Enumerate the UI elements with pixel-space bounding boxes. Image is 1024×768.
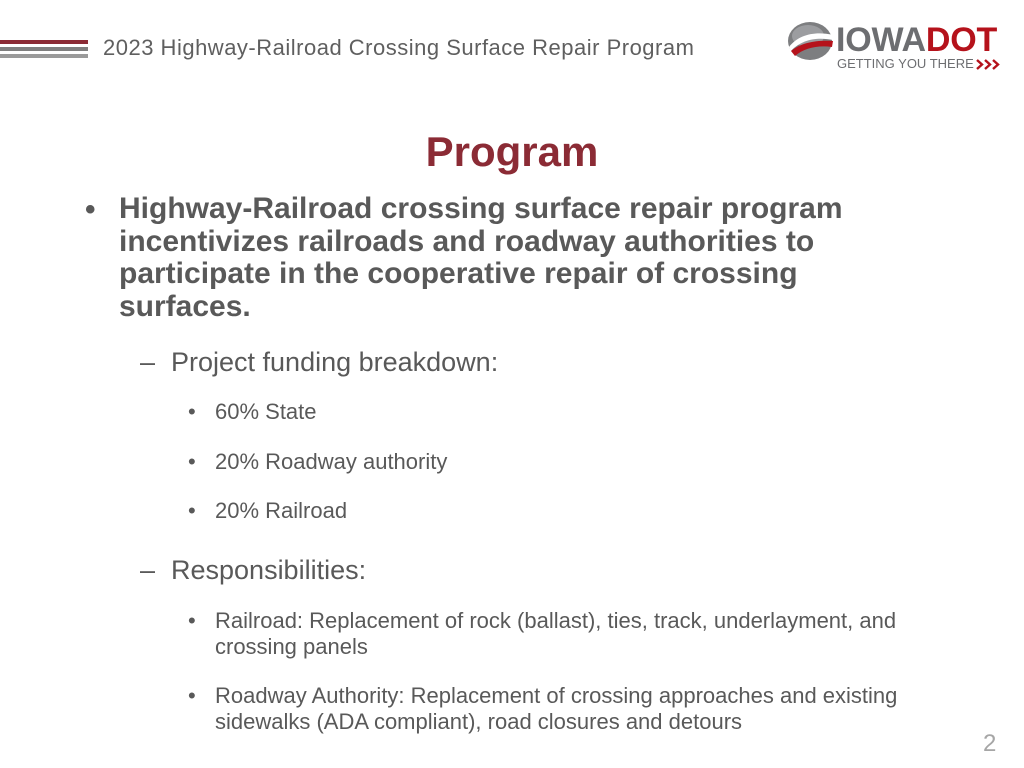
- list-item-text: Railroad: Replacement of rock (ballast), ties, track, underlayment, and crossing panels: [215, 608, 897, 659]
- list-item-text: Roadway Authority: Replacement of crossing approaches and existing sidewalks (ADA compliant), road closures and detours: [215, 683, 898, 734]
- logo-word-dot: DOT: [925, 21, 998, 59]
- logo-tagline: GETTING YOU THERE: [837, 56, 974, 71]
- list-item: [188, 498, 948, 524]
- iowa-dot-logo: [786, 18, 1002, 76]
- header-stripe-red: [0, 40, 88, 44]
- dash-marker: –: [140, 555, 156, 585]
- header-title: 2023 Highway-Railroad Crossing Surface Repair Program: [103, 35, 695, 60]
- dash-marker: –: [140, 347, 156, 377]
- bullet-marker: •: [188, 683, 196, 708]
- page-number: 2: [983, 730, 997, 757]
- logo-word-iowa: IOWA: [836, 21, 926, 59]
- section-heading-text: Responsibilities:: [171, 555, 367, 585]
- header-stripe-gray: [0, 47, 88, 51]
- list-item-text: 20% Roadway authority: [215, 449, 448, 474]
- iowadot-swoosh-icon: [786, 20, 834, 62]
- chevrons-right-icon: [976, 59, 1000, 70]
- list-item-text: 20% Railroad: [215, 498, 348, 523]
- list-item: [188, 449, 948, 475]
- list-item-text: 60% State: [215, 399, 317, 424]
- main-bullet-text: Highway-Railroad crossing surface repair program incentivizes railroads and roadway authorities to participate in the cooperative repair of crossing surfaces.: [119, 192, 843, 324]
- list-item: [188, 683, 948, 735]
- bullet-marker: •: [188, 608, 196, 633]
- bullet-marker: •: [188, 498, 196, 523]
- list-item: [188, 608, 948, 660]
- header-stripe-gray-light: [0, 54, 88, 58]
- bullet-marker: •: [188, 399, 196, 424]
- bullet-marker: •: [85, 193, 96, 226]
- bullet-marker: •: [188, 449, 196, 474]
- section-heading-text: Project funding breakdown:: [171, 347, 499, 377]
- list-item: [188, 399, 948, 425]
- slide-title: Program: [425, 128, 599, 175]
- logo-wordmark: [836, 21, 997, 59]
